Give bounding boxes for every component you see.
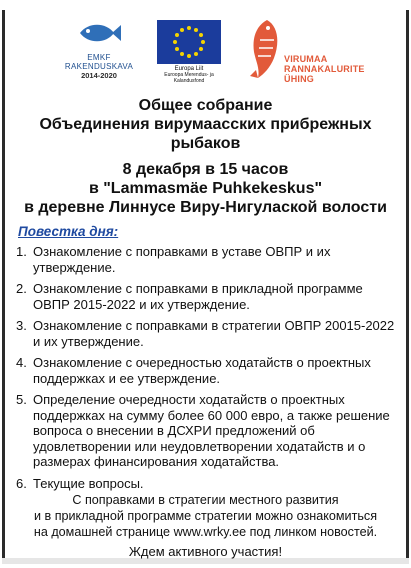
header-line2: Объединения вирумаасских прибрежных: [39, 116, 372, 133]
eu-logo: [150, 20, 228, 84]
virumaa-text: [284, 54, 365, 84]
virumaa-line1: VIRUMAA: [284, 54, 328, 64]
closing-line: Ждем активного участия!: [128, 544, 283, 559]
emkf-line2: RAKENDUSKAVA: [64, 62, 134, 71]
fish-icon: [76, 20, 122, 46]
eu-flag-icon: [157, 20, 221, 64]
agenda-item: [16, 476, 396, 492]
agenda-item: [16, 244, 396, 275]
footer-note: [2, 492, 409, 540]
emkf-line1: EMKF: [87, 53, 111, 62]
frame-right: [406, 10, 409, 558]
logo-bar: [2, 16, 409, 86]
virumaa-line2: RANNAKALURITE: [284, 64, 365, 74]
footer-line2: и в прикладной программе стратегии можно ознакомиться: [33, 509, 378, 523]
agenda-item-number: 3.: [16, 318, 27, 333]
header-line3: рыбаков: [170, 135, 241, 152]
agenda-item: [16, 392, 396, 470]
agenda-item-number: 5.: [16, 392, 27, 407]
eu-line2: Euroopa Merendus- ja Kalandusfond: [164, 72, 214, 84]
footer-line1: С поправками в стратегии местного развития: [72, 493, 339, 507]
agenda-item: [16, 355, 396, 386]
footer-line3: на домашней странице www.wrky.ee под линком новостей.: [33, 525, 378, 539]
agenda-title: Повестка дня:: [18, 224, 119, 239]
agenda-item-text: Ознакомление с поправками в стратегии ОВПР 20015-2022 и их утверждение.: [33, 318, 395, 349]
eu-line1: Europa Liit: [174, 66, 204, 72]
agenda-item-text: Ознакомление с поправками в прикладной программе ОВПР 2015-2022 и их утверждение.: [33, 281, 363, 312]
frame-left: [2, 10, 5, 558]
meeting-place: в "Lammasmäe Puhkekeskus": [88, 180, 323, 197]
meeting-date: 8 декабря в 15 часов: [122, 161, 289, 178]
agenda-item-text: Определение очередности ходатайств о проектных поддержках на сумму более 60 000 евро, а также решение вопроса о внесении в ДСХРИ предложений об удовлетворении или неудовлетворении ходатайств и о размерах финансирования ходатайства.: [33, 392, 390, 469]
agenda-item-number: 1.: [16, 244, 27, 259]
agenda-item: [16, 281, 396, 312]
fish-icon: [248, 18, 286, 80]
header-line1: Общее собрание: [138, 97, 273, 114]
agenda-item-text: Ознакомление с очередностью ходатайств о проектных поддержках и ее утверждение.: [33, 355, 371, 386]
poster: [2, 2, 409, 564]
emkf-line3: 2014-2020: [81, 71, 117, 80]
emkf-logo: [64, 20, 134, 80]
virumaa-logo: [248, 18, 365, 85]
virumaa-line3: ÜHING: [284, 74, 314, 84]
agenda-item: [16, 318, 396, 349]
agenda-item-number: 2.: [16, 281, 27, 296]
meeting-header: [2, 96, 409, 217]
agenda-item-number: 6.: [16, 475, 27, 491]
meeting-village: в деревне Линнусе Виру-Нигулаской волости: [24, 199, 387, 216]
agenda-item-number: 4.: [16, 355, 27, 370]
agenda-list: [16, 244, 396, 497]
agenda-item-text: Ознакомление с поправками в уставе ОВПР и их утверждение.: [33, 244, 331, 275]
agenda-item-text: Текущие вопросы.: [33, 475, 144, 491]
